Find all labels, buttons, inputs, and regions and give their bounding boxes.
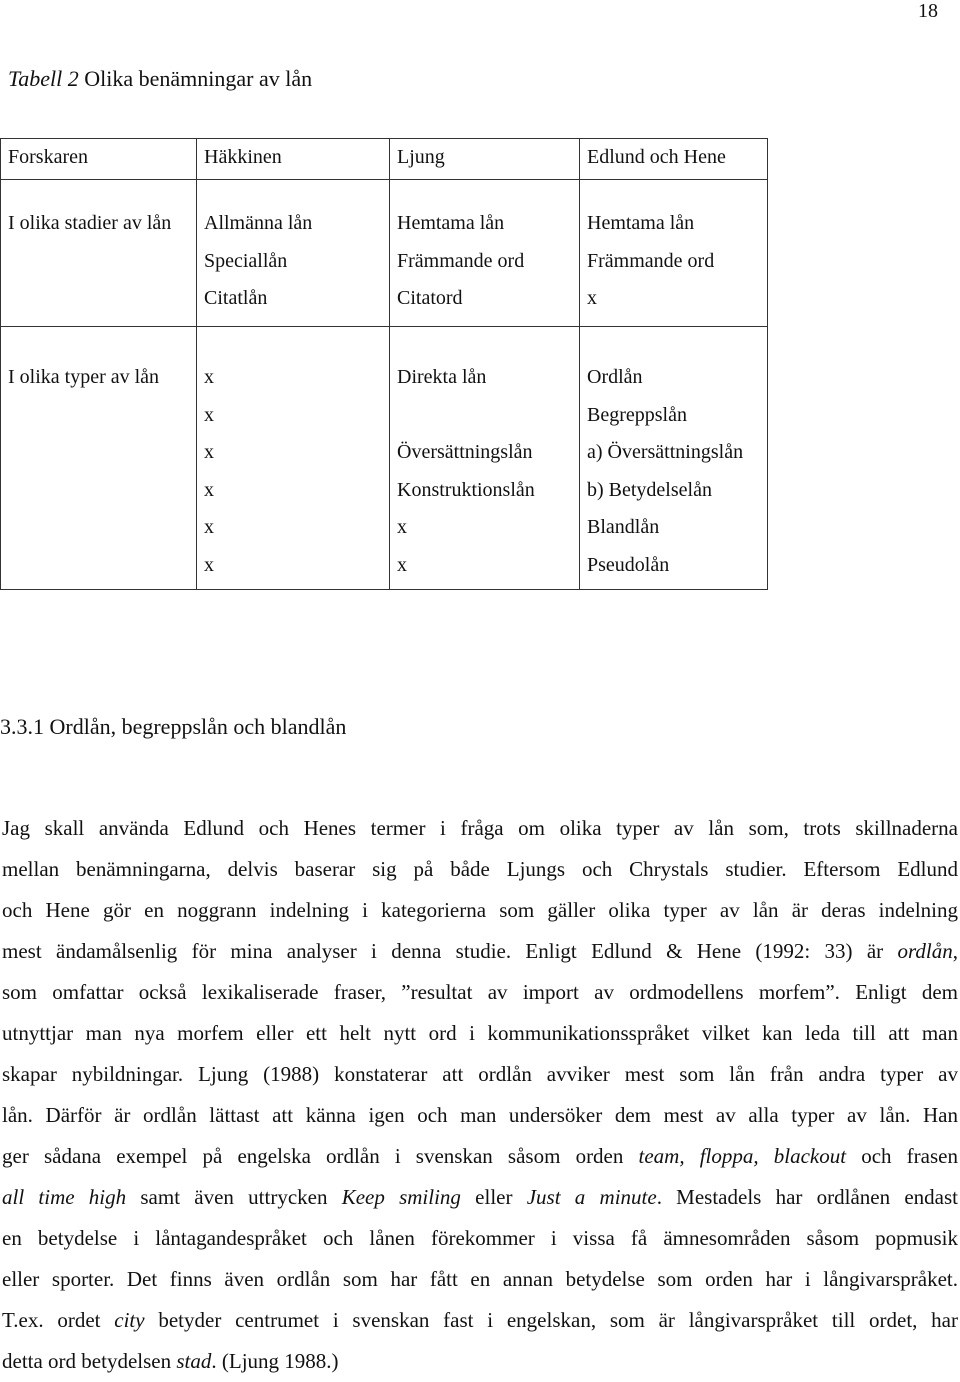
text-run: betyder centrumet i svenskan fast i engelskan, som är långivarspråket till ordet, har: [144, 1308, 958, 1332]
cell-line: Ordlån: [587, 366, 643, 388]
cell-edlund-hene-types: [579, 326, 767, 590]
header-cell-edlund-hene: [579, 139, 767, 179]
italic-term: stad: [176, 1349, 212, 1373]
text-run: eller: [460, 1185, 527, 1209]
table-header-row: [1, 139, 767, 180]
text-run: . (Ljung 1988.): [211, 1349, 339, 1373]
paragraph-line: [2, 1300, 958, 1341]
cell-line: x: [204, 403, 214, 426]
cell-line: Citatlån: [204, 287, 268, 309]
cell-line: Översättningslån: [397, 441, 533, 463]
text-run: T.ex. ordet: [2, 1308, 115, 1332]
header-text: Forskaren: [8, 146, 88, 168]
italic-term: all time high: [2, 1185, 127, 1209]
row-label: I olika stadier av lån: [8, 212, 172, 234]
row-label: I olika typer av lån: [8, 366, 160, 388]
cell-ljung-stages: [389, 179, 579, 326]
cell-line: [397, 397, 535, 435]
paragraph-line: lån. Därför är ordlån lättast att känna igen och man undersöker dem mest av alla typer av lån. Han: [2, 1103, 958, 1127]
cell-line: Hemtama lån: [587, 212, 695, 234]
body-paragraph: [2, 808, 958, 1382]
page-number: 18: [918, 0, 938, 22]
italic-term: team, floppa, blackout: [638, 1144, 847, 1168]
cell-hakkinen-types: [196, 326, 389, 590]
table-caption: [8, 66, 312, 92]
header-text: Edlund och Hene: [587, 146, 726, 168]
paragraph-line: mellan benämningarna, delvis baserar sig på både Ljungs och Chrystals studier. Eftersom Edlund: [2, 857, 958, 881]
italic-term: Just a minute: [526, 1185, 657, 1209]
text-run: ger sådana exempel på engelska ordlån i svenskan såsom orden: [2, 1144, 639, 1168]
cell-line: x: [397, 516, 407, 538]
caption-text: Olika benämningar av lån: [84, 66, 313, 91]
text-run: detta ord betydelsen: [2, 1349, 177, 1373]
header-cell-hakkinen: [196, 139, 389, 179]
paragraph-line: [2, 1341, 958, 1382]
text-run: mest ändamålsenlig för mina analyser i denna studie. Enligt Edlund & Hene (1992: 33) är: [2, 939, 898, 963]
paragraph-line: och Hene gör en noggrann indelning i kategorierna som gäller olika typer av lån är deras indelning: [2, 898, 958, 922]
row-label-cell: [1, 326, 196, 590]
cell-hakkinen-stages: [196, 179, 389, 326]
table-row-stages: [1, 179, 767, 327]
table-row-types: [1, 326, 767, 590]
header-cell-ljung: [389, 139, 579, 179]
row-label-cell: [1, 179, 196, 326]
header-text: Ljung: [397, 146, 445, 168]
cell-ljung-types: [389, 326, 579, 590]
text-run: . Mestadels har ordlånen endast: [656, 1185, 958, 1209]
text-run: samt även uttrycken: [126, 1185, 342, 1209]
paragraph-line: skapar nybildningar. Ljung (1988) konstaterar att ordlån avviker mest som lån från andra typer av: [2, 1062, 958, 1086]
cell-line: Blandlån: [587, 516, 660, 538]
cell-line: x: [204, 553, 214, 576]
italic-term: city: [114, 1308, 145, 1332]
paragraph-line: utnyttjar man nya morfem eller ett helt nytt ord i kommunikationsspråket vilket kan leda till att man: [2, 1021, 958, 1045]
cell-line: Citatord: [397, 287, 463, 309]
cell-line: x: [397, 553, 407, 576]
cell-line: x: [587, 287, 597, 309]
paragraph-line: en betydelse i låntagandespråket och lånen förekommer i vissa få ämnesområden såsom popmusik: [2, 1226, 958, 1250]
paragraph-line: [2, 931, 958, 972]
cell-line: Pseudolån: [587, 553, 670, 576]
cell-line: x: [204, 478, 214, 501]
text-run: ,: [952, 939, 958, 963]
caption-label: Tabell 2: [8, 66, 79, 91]
loan-terms-table: [0, 138, 768, 590]
header-cell-researcher: [1, 139, 196, 179]
paragraph-line: [2, 1136, 958, 1177]
cell-line: Främmande ord: [397, 249, 525, 272]
paragraph-line: [2, 1177, 958, 1218]
cell-line: x: [204, 441, 214, 463]
cell-line: b) Betydelselån: [587, 478, 712, 501]
text-run: och frasen: [846, 1144, 958, 1168]
cell-line: x: [204, 516, 214, 538]
cell-line: Begreppslån: [587, 403, 687, 426]
cell-line: a) Översättningslån: [587, 441, 744, 463]
paragraph-line: eller sporter. Det finns även ordlån som har fått en annan betydelse som orden har i långivarspråket.: [2, 1267, 958, 1291]
cell-line: x: [204, 366, 214, 388]
section-heading: 3.3.1 Ordlån, begreppslån och blandlån: [0, 714, 347, 739]
cell-line: Konstruktionslån: [397, 478, 535, 501]
cell-line: Speciallån: [204, 249, 288, 272]
cell-line: Direkta lån: [397, 366, 487, 388]
paragraph-line: Jag skall använda Edlund och Henes termer i fråga om olika typer av lån som, trots skillnaderna: [2, 816, 958, 840]
paragraph-line: som omfattar också lexikaliserade fraser, ”resultat av import av ordmodellens morfem”. Enligt dem: [2, 980, 958, 1004]
italic-term: Keep smiling: [341, 1185, 461, 1209]
italic-term: ordlån: [897, 939, 953, 963]
cell-line: Allmänna lån: [204, 212, 313, 234]
cell-line: Främmande ord: [587, 249, 715, 272]
header-text: Häkkinen: [204, 146, 282, 168]
cell-line: Hemtama lån: [397, 212, 505, 234]
cell-edlund-hene-stages: [579, 179, 767, 326]
